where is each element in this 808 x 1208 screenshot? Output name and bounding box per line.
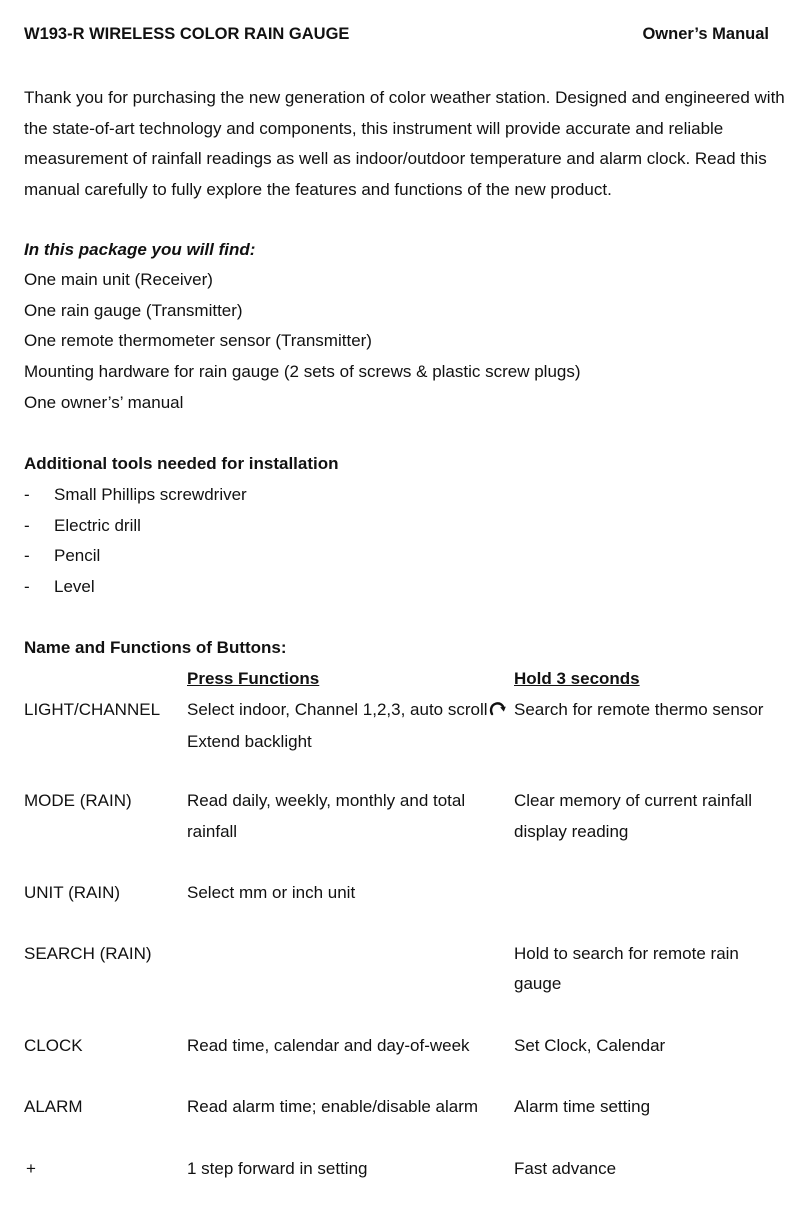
tool-label: Electric drill bbox=[54, 515, 141, 535]
list-item bbox=[24, 572, 247, 603]
hold-text: Clear memory of current rainfall bbox=[514, 791, 753, 811]
press-text-line2: Extend backlight bbox=[187, 732, 312, 752]
bullet-dash: - bbox=[24, 546, 30, 566]
list-item bbox=[24, 480, 247, 511]
table-row bbox=[24, 786, 794, 878]
package-title: In this package you will find: bbox=[24, 240, 256, 259]
table-row bbox=[24, 939, 794, 1031]
press-text: Read daily, weekly, monthly and total bbox=[187, 791, 466, 811]
button-name: ALARM bbox=[24, 1097, 83, 1117]
list-item: One main unit (Receiver) bbox=[24, 270, 213, 289]
intro-paragraph: Thank you for purchasing the new generation of color weather station. Designed and engineered with the state-of-art technology and components, this instrument will provide accurate and reliable measurement of rainfall readings as well as indoor/outdoor temperature and alarm clock. Read this manual carefully to fully explore the features and functions of the new product. bbox=[24, 88, 785, 200]
press-text: 1 step forward in setting bbox=[187, 1158, 368, 1178]
tool-label: Small Phillips screwdriver bbox=[54, 485, 247, 504]
hold-function bbox=[514, 1031, 784, 1062]
press-function bbox=[187, 1031, 507, 1062]
bullet-dash: - bbox=[24, 485, 30, 504]
hold-function bbox=[514, 1092, 784, 1123]
hold-text: Alarm time setting bbox=[514, 1097, 651, 1117]
list-item: One remote thermometer sensor (Transmitter) bbox=[24, 331, 372, 351]
tools-title: Additional tools needed for installation bbox=[24, 454, 339, 473]
bullet-dash: - bbox=[24, 577, 30, 597]
button-name: UNIT (RAIN) bbox=[24, 882, 121, 902]
document-type: Owner’s Manual bbox=[642, 25, 769, 43]
table-row bbox=[24, 1031, 794, 1093]
circular-arrow-icon bbox=[489, 697, 506, 728]
press-function bbox=[187, 1154, 507, 1185]
table-row bbox=[24, 1154, 794, 1185]
hold-function bbox=[514, 786, 784, 847]
hold-function bbox=[514, 939, 784, 1000]
package-list bbox=[24, 265, 581, 418]
press-function bbox=[187, 1092, 507, 1123]
page-header bbox=[24, 25, 769, 47]
buttons-table bbox=[24, 664, 794, 1185]
press-function bbox=[187, 695, 507, 758]
list-item: Mounting hardware for rain gauge (2 sets of screws & plastic screw plugs) bbox=[24, 362, 581, 382]
press-text-line2: rainfall bbox=[187, 821, 238, 841]
press-function bbox=[187, 878, 507, 909]
hold-text: Fast advance bbox=[514, 1158, 617, 1178]
table-row bbox=[24, 695, 794, 787]
hold-function bbox=[514, 1154, 784, 1185]
table-row bbox=[24, 1092, 794, 1154]
hold-text-line2: gauge bbox=[514, 974, 562, 994]
hold-text: Search for remote thermo sensor bbox=[514, 699, 764, 719]
table-header bbox=[24, 664, 794, 695]
press-text: Read alarm time; enable/disable alarm bbox=[187, 1097, 479, 1117]
hold-text: Hold to search for remote rain bbox=[514, 943, 739, 963]
press-text: Select mm or inch unit bbox=[187, 882, 356, 902]
table-row bbox=[24, 878, 794, 939]
press-functions-header: Press Functions bbox=[187, 669, 320, 688]
tool-label: Pencil bbox=[54, 546, 101, 566]
button-name: CLOCK bbox=[24, 1035, 83, 1055]
list-item: One rain gauge (Transmitter) bbox=[24, 300, 243, 320]
hold-function bbox=[514, 695, 784, 726]
button-name: + bbox=[26, 1158, 36, 1178]
tool-label: Level bbox=[54, 577, 95, 597]
button-name: SEARCH (RAIN) bbox=[24, 943, 152, 963]
hold-header: Hold 3 seconds bbox=[514, 669, 640, 688]
buttons-title: Name and Functions of Buttons: bbox=[24, 638, 287, 657]
list-item bbox=[24, 511, 247, 542]
list-item: One owner’s’ manual bbox=[24, 392, 184, 412]
bullet-dash: - bbox=[24, 515, 30, 535]
hold-text: Set Clock, Calendar bbox=[514, 1035, 666, 1055]
list-item bbox=[24, 541, 247, 572]
button-name: MODE (RAIN) bbox=[24, 791, 132, 811]
press-function bbox=[187, 786, 507, 847]
document-title: W193-R WIRELESS COLOR RAIN GAUGE bbox=[24, 25, 350, 43]
hold-text-line2: display reading bbox=[514, 821, 629, 841]
button-name: LIGHT/CHANNEL bbox=[24, 699, 161, 719]
press-text: Select indoor, Channel 1,2,3, auto scroll bbox=[187, 699, 488, 719]
tools-list bbox=[24, 480, 247, 603]
press-text: Read time, calendar and day-of-week bbox=[187, 1035, 470, 1055]
